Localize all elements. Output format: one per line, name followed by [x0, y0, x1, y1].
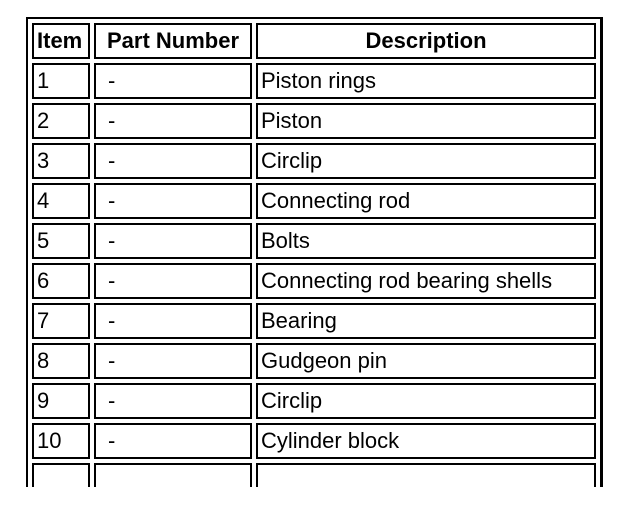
header-description: Description — [256, 23, 596, 59]
item-cell: 2 — [32, 103, 90, 139]
part-number-cell: - — [94, 303, 252, 339]
table-row — [32, 463, 596, 487]
description-cell — [256, 463, 596, 487]
description-cell: Piston — [256, 103, 596, 139]
part-number-cell — [94, 463, 252, 487]
item-cell: 1 — [32, 63, 90, 99]
description-cell: Circlip — [256, 383, 596, 419]
description-cell: Bearing — [256, 303, 596, 339]
table-row — [32, 303, 596, 339]
description-cell: Gudgeon pin — [256, 343, 596, 379]
item-cell: 8 — [32, 343, 90, 379]
item-cell: 4 — [32, 183, 90, 219]
description-cell: Cylinder block — [256, 423, 596, 459]
header-item: Item — [32, 23, 90, 59]
description-cell: Bolts — [256, 223, 596, 259]
table-row — [32, 423, 596, 459]
part-number-cell: - — [94, 263, 252, 299]
item-cell — [32, 463, 90, 487]
table-row — [32, 143, 596, 179]
description-cell: Circlip — [256, 143, 596, 179]
table-row — [32, 223, 596, 259]
part-number-cell: - — [94, 423, 252, 459]
part-number-cell: - — [94, 103, 252, 139]
part-number-cell: - — [94, 143, 252, 179]
header-part-number: Part Number — [94, 23, 252, 59]
part-number-cell: - — [94, 183, 252, 219]
item-cell: 6 — [32, 263, 90, 299]
table-row — [32, 183, 596, 219]
table-row — [32, 63, 596, 99]
item-cell: 3 — [32, 143, 90, 179]
table-row — [32, 103, 596, 139]
item-cell: 10 — [32, 423, 90, 459]
table-row — [32, 343, 596, 379]
part-number-cell: - — [94, 343, 252, 379]
parts-table — [26, 17, 603, 487]
table-header-row — [32, 23, 596, 59]
item-cell: 9 — [32, 383, 90, 419]
item-cell: 7 — [32, 303, 90, 339]
description-cell: Connecting rod — [256, 183, 596, 219]
description-cell: Piston rings — [256, 63, 596, 99]
description-cell: Connecting rod bearing shells — [256, 263, 596, 299]
table-row — [32, 383, 596, 419]
item-cell: 5 — [32, 223, 90, 259]
parts-table-frame — [26, 17, 604, 487]
table-row — [32, 263, 596, 299]
part-number-cell: - — [94, 383, 252, 419]
part-number-cell: - — [94, 63, 252, 99]
part-number-cell: - — [94, 223, 252, 259]
